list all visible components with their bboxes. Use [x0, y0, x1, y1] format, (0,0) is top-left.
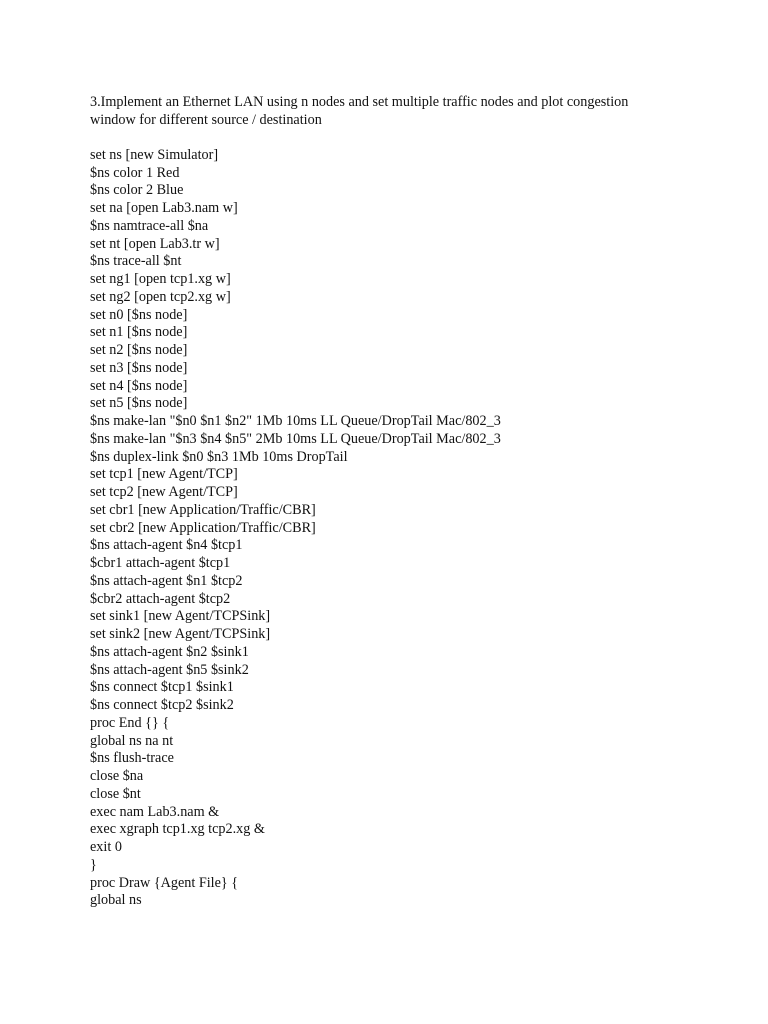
code-line: set n2 [$ns node]: [90, 342, 188, 359]
code-line: $ns attach-agent $n2 $sink1: [90, 643, 249, 660]
blank-line: [90, 129, 690, 147]
code-line: $ns duplex-link $n0 $n3 1Mb 10ms DropTail: [90, 448, 348, 465]
code-line: $ns color 1 Red: [90, 164, 180, 181]
code-line: set cbr2 [new Application/Traffic/CBR]: [90, 519, 316, 536]
code-line: proc Draw {Agent File} {: [90, 874, 239, 891]
code-line: $ns connect $tcp2 $sink2: [90, 697, 234, 714]
code-line: set sink1 [new Agent/TCPSink]: [90, 608, 271, 625]
code-line: exec xgraph tcp1.xg tcp2.xg &: [90, 821, 265, 838]
code-line: set ng2 [open tcp2.xg w]: [90, 288, 231, 305]
code-line: set n4 [$ns node]: [90, 377, 188, 394]
code-line: }: [90, 856, 97, 873]
code-line: $ns connect $tcp1 $sink1: [90, 679, 234, 696]
code-line: $ns color 2 Blue: [90, 182, 184, 199]
code-line: set ng1 [open tcp1.xg w]: [90, 271, 231, 288]
code-line: $ns attach-agent $n5 $sink2: [90, 661, 249, 678]
code-line: $ns namtrace-all $na: [90, 217, 209, 234]
code-line: global ns na nt: [90, 732, 174, 749]
code-line: $ns attach-agent $n4 $tcp1: [90, 537, 243, 554]
code-listing: [90, 147, 690, 910]
code-line: $ns make-lan "$n3 $n4 $n5" 2Mb 10ms LL Queue/DropTail Mac/802_3: [90, 430, 501, 447]
code-line: set n5 [$ns node]: [90, 395, 188, 412]
code-line: $ns flush-trace: [90, 750, 174, 767]
heading-line-2: window for different source / destination: [90, 111, 322, 128]
heading-line-1: 3.Implement an Ethernet LAN using n nodes and set multiple traffic nodes and plot congestion: [90, 94, 629, 110]
code-line: set tcp1 [new Agent/TCP]: [90, 466, 238, 483]
code-line: set sink2 [new Agent/TCPSink]: [90, 626, 271, 643]
code-line: set n1 [$ns node]: [90, 324, 188, 341]
code-line: set na [open Lab3.nam w]: [90, 200, 238, 217]
code-line: proc End {} {: [90, 714, 170, 731]
code-line: close $na: [90, 768, 144, 785]
code-line: $cbr1 attach-agent $tcp1: [90, 555, 231, 572]
code-line: $ns trace-all $nt: [90, 253, 182, 270]
code-line: $ns make-lan "$n0 $n1 $n2" 1Mb 10ms LL Queue/DropTail Mac/802_3: [90, 413, 501, 430]
code-line: close $nt: [90, 785, 141, 802]
code-line: $cbr2 attach-agent $tcp2: [90, 590, 231, 607]
code-line: set cbr1 [new Application/Traffic/CBR]: [90, 501, 316, 518]
code-line: set n3 [$ns node]: [90, 359, 188, 376]
code-line: exit 0: [90, 839, 122, 856]
code-line: global ns: [90, 892, 142, 909]
code-line: set n0 [$ns node]: [90, 306, 188, 323]
code-line: $ns attach-agent $n1 $tcp2: [90, 572, 243, 589]
document-heading: [90, 94, 690, 129]
document-page: [90, 94, 690, 910]
code-line: set ns [new Simulator]: [90, 146, 219, 163]
code-line: set nt [open Lab3.tr w]: [90, 235, 220, 252]
code-line: set tcp2 [new Agent/TCP]: [90, 484, 238, 501]
code-line: exec nam Lab3.nam &: [90, 803, 220, 820]
